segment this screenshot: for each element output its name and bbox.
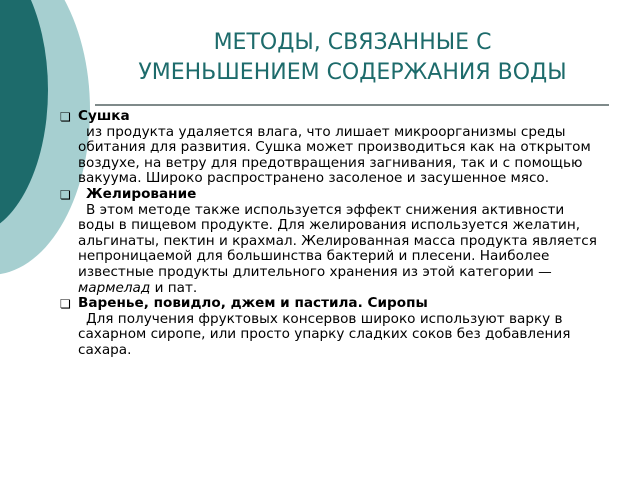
slide-title-line-2: УМЕНЬШЕНИЕМ СОДЕРЖАНИЯ ВОДЫ (138, 60, 567, 85)
list-item-gelling (60, 187, 600, 296)
item-text: из продукта удаляется влага, что лишает микроорганизмы среды обитания для развития. Сушка может производиться как на открытом воздухе, на ветру для предотвращения загнивания, так и с помощью вакуума. Широко распространено засоленое и засушенное мясо. (78, 123, 591, 187)
item-text-end: и пат. (154, 279, 198, 296)
list-item-jams (60, 296, 600, 358)
item-text-main: В этом методе также используется эффект снижения активности воды в пищевом продукте. Для желирования используется желатин, альгинаты, пектин и крахмал. Желированная масса продукта является непроницаемой для большинства бактерий и плесени. Наиболее известные продукты длительного хранения из этой категории — (78, 201, 597, 280)
item-text: Для получения фруктовых консервов широко используют варку в сахарном сиропе, или просто упарку сладких соков без добавления сахара. (78, 310, 571, 358)
hollow-square-bullet-icon: ❏ (60, 110, 71, 124)
slide-title (95, 28, 610, 88)
item-text-italic: мармелад (78, 279, 151, 296)
hollow-square-bullet-icon: ❏ (60, 297, 71, 312)
item-text (78, 203, 600, 297)
title-divider (95, 104, 609, 106)
item-heading: Желирование (86, 185, 197, 202)
item-heading: Варенье, повидло, джем и пастила. Сиропы (78, 295, 428, 312)
list-item-drying (60, 109, 600, 187)
slide-title-line-1: МЕТОДЫ, СВЯЗАННЫЕ С (213, 30, 492, 55)
hollow-square-bullet-icon: ❏ (60, 187, 71, 202)
slide-content (60, 109, 600, 359)
item-heading: Сушка (78, 108, 130, 124)
